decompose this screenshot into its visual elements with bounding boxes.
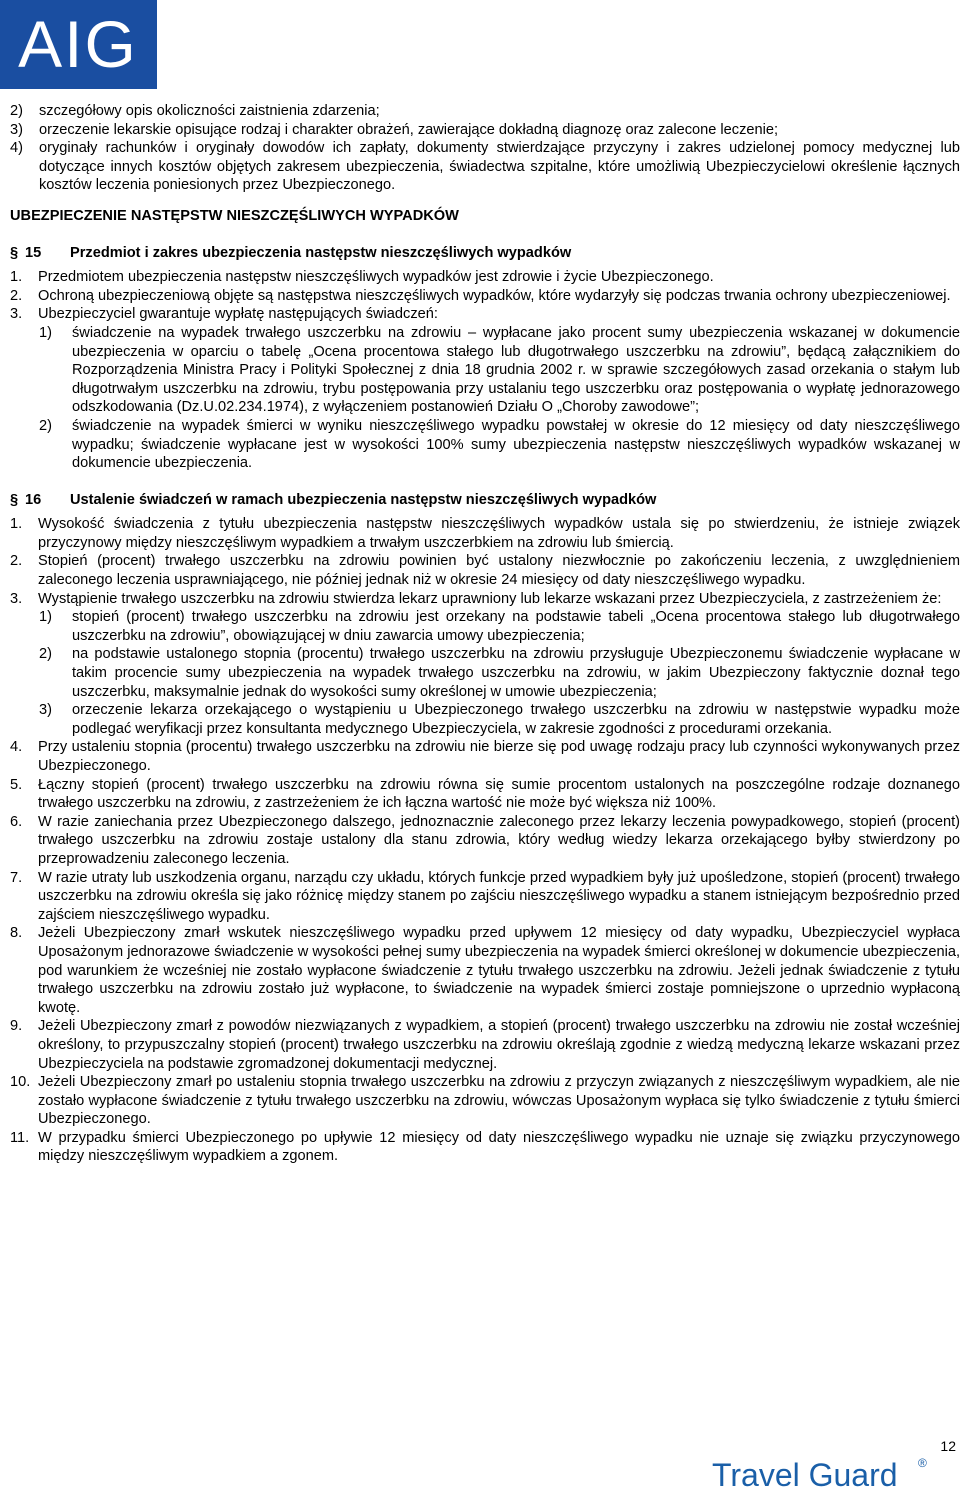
list-item [10, 869, 960, 925]
list-item [10, 738, 960, 775]
intro-list [10, 102, 960, 195]
list-item [10, 305, 960, 324]
sub-list-item [39, 645, 960, 701]
item-number: 3. [10, 590, 23, 607]
item-text: Jeżeli Ubezpieczony zmarł po ustaleniu stopnia trwałego uszczerbku na zdrowiu z przyczyn związanych z nieszczęśliwym wypadkiem, ale nie zostało wypłacone świadczenie z tytułu trwałego uszczerbku na zdrowiu, wówczas Uposażonym wypłaca się tylko świadczenie z tytułu śmierci Ubezpieczonego. [38, 1074, 960, 1128]
section-15-subitems [10, 324, 960, 473]
item-number: 2) [39, 646, 52, 663]
item-number: 6. [10, 813, 23, 830]
item-text: Wystąpienie trwałego uszczerbku na zdrowiu stwierdza lekarz uprawniony lub lekarze wskazani przez Ubezpieczyciela, z zastrzeżeniem że: [38, 590, 942, 607]
item-text: W przypadku śmierci Ubezpieczonego po upływie 12 miesięcy od daty nieszczęśliwego wypadku nie uznaje się związku przyczynowego między nieszczęśliwym wypadkiem a zgonem. [38, 1129, 960, 1165]
item-number: 2. [10, 287, 23, 304]
item-text: Jeżeli Ubezpieczony zmarł wskutek nieszczęśliwego wypadku przed upływem 12 miesięcy od daty wypadku, Ubezpieczyciel wypłaca Uposażonym jednorazowe świadczenie w wysokości pełnej sumy ubezpieczenia na wypadek śmierci określonej w dokumencie ubezpieczenia, pod warunkiem że wcześniej nie zostało wypłacone świadczenie z tytułu trwałego uszczerbku na zdrowiu. Jeżeli jednak świadczenie z tytułu trwałego uszczerbku na zdrowiu zostało już wypłacone, to świadczenie na wypadek śmierci zostaje pomniejszone o uprzednio wypłaconą kwotę. [38, 925, 960, 1016]
section-title: Ustalenie świadczeń w ramach ubezpieczenia następstw nieszczęśliwych wypadków [70, 491, 657, 508]
item-text: Ubezpieczyciel gwarantuje wypłatę następujących świadczeń: [38, 306, 438, 323]
item-number: 1. [10, 269, 23, 286]
item-text: szczegółowy opis okoliczności zaistnienia zdarzenia; [39, 103, 380, 119]
item-number: 3) [10, 121, 23, 138]
sub-list-item [39, 417, 960, 473]
item-number: 2. [10, 553, 23, 570]
list-item [10, 1129, 960, 1166]
aig-logo [0, 0, 157, 89]
intro-list-item [10, 121, 960, 140]
section-16-items-a [10, 515, 960, 608]
item-number: 8. [10, 925, 23, 942]
item-number: 3) [39, 702, 52, 719]
item-text: W razie zaniechania przez Ubezpieczonego dalszego, jednoznacznie zaleconego przez lekarzy leczenia powypadkowego, stopień (procent) trwałego uszczerbku na zdrowiu zostaje ustalony dla stanu zdrowia, który według wiedzy lekarza orzekającego byłby stwierdzony po przeprowadzeniu zaleconego leczenia. [38, 813, 960, 867]
item-number: 1. [10, 516, 23, 533]
item-number: 11. [10, 1129, 30, 1146]
item-number: 2) [39, 417, 52, 434]
page-number: 12 [940, 1438, 956, 1454]
section-16-subitems [10, 608, 960, 738]
sub-list-item [39, 324, 960, 417]
aig-logo-text: AIG [18, 7, 138, 81]
item-text: orzeczenie lekarskie opisujące rodzaj i charakter obrażeń, zawierające dokładną diagnozę oraz zalecone leczenie; [39, 121, 779, 138]
item-text: Jeżeli Ubezpieczony zmarł z powodów niezwiązanych z wypadkiem, a stopień (procent) trwałego uszczerbku na zdrowiu nie został wcześniej określony, to przypuszczalny stopień (procent) trwałego uszczerbku na zdrowiu określają zgodnie z wiedzą medyczną lekarze wskazani przez Ubezpieczyciela na podstawie zgromadzonej dokumentacji medycznej. [38, 1018, 960, 1072]
section-16-items-b [10, 738, 960, 1166]
item-text: Wysokość świadczenia z tytułu ubezpieczenia następstw nieszczęśliwych wypadków ustala się po stwierdzeniu, że istnieje związek przyczynowy między nieszczęśliwym wypadkiem a trwałym uszczerbkiem na zdrowiu lub śmiercią. [38, 516, 960, 551]
sub-list-item [39, 608, 960, 645]
section-15-title [10, 244, 960, 263]
registered-mark: ® [918, 1456, 927, 1470]
travel-guard-logo-mark [710, 1453, 940, 1493]
list-item [10, 1017, 960, 1073]
aig-logo-mark [0, 0, 157, 89]
travel-guard-logo [710, 1453, 940, 1499]
list-item [10, 813, 960, 869]
item-text: stopień (procent) trwałego uszczerbku na zdrowiu jest orzekany na podstawie tabeli „Ocena procentowa stałego lub długotrwałego uszczerbku na zdrowiu”, obowiązującej w dniu zawarcia umowy ubezpieczenia; [72, 609, 960, 644]
section-heading: UBEZPIECZENIE NASTĘPSTW NIESZCZĘŚLIWYCH WYPADKÓW [10, 207, 459, 224]
list-item [10, 515, 960, 552]
list-item [10, 1073, 960, 1129]
item-number: 9. [10, 1018, 23, 1035]
item-text: Łączny stopień (procent) trwałego uszczerbku na zdrowiu równa się sumie procentom ustalonych na poszczególne rodzaje doznanego trwałego uszczerbku na zdrowiu, z zastrzeżeniem że ich łączna wartość nie może być większa niż 100%. [38, 776, 960, 812]
item-number: 4. [10, 739, 23, 756]
item-text: świadczenie na wypadek śmierci w wyniku nieszczęśliwego wypadku powstałej w okresie do 12 miesięcy od daty nieszczęśliwego wypadku; świadczenie wypłacane jest w wysokości 100% sumy ubezpieczenia następstw nieszczęśliwych wypadków wskazanej w dokumencie ubezpieczenia. [72, 417, 960, 472]
item-number: 1) [39, 609, 52, 626]
sub-list-item [39, 701, 960, 738]
item-text: Przedmiotem ubezpieczenia następstw nieszczęśliwych wypadków jest zdrowie i życie Ubezpieczonego. [38, 269, 714, 286]
item-text: oryginały rachunków i oryginały dowodów ich zapłaty, dokumenty stwierdzające przyczyny i zakres udzielonej pomocy medycznej lub dotyczące innych kosztów objętych zakresem ubezpieczenia, świadectwa szpitalne, które umożliwią Ubezpieczycielowi określenie łącznych kosztów leczenia poniesionych przez Ubezpieczonego. [39, 140, 960, 194]
item-number: 4) [10, 140, 23, 157]
item-number: 3. [10, 306, 23, 323]
item-text: orzeczenie lekarza orzekającego o wystąpieniu u Ubezpieczonego trwałego uszczerbku na zdrowiu w następstwie wypadku może podlegać weryfikacji przez konsultanta medycznego Ubezpieczyciela, w zakresie zgodności z procedurami orzekania. [72, 702, 960, 737]
section-title: Przedmiot i zakres ubezpieczenia następstw nieszczęśliwych wypadków [70, 244, 572, 261]
item-text: świadczenie na wypadek trwałego uszczerbku na zdrowiu – wypłacane jako procent sumy ubezpieczenia wskazanej w dokumencie ubezpieczenia w oparciu o tabelę „Ocena procentowa stałego lub długotrwałego uszczerbku na zdrowiu”, będącą załącznikiem do Rozporządzenia Ministra Pracy i Polityki Społecznej z dnia 18 grudnia 2002 r. w sprawie szczegółowych zasad orzekania o stałym lub długotrwałym uszczerbku na zdrowiu, trybu postępowania przy ustalaniu tego uszczerbku oraz postępowania o wypłatę jednorazowego odszkodowania (Dz.U.02.234.1974), z wyłączeniem postanowień Działu O „Choroby zawodowe”; [72, 324, 960, 416]
paragraph-sign: § [10, 244, 19, 261]
list-item [10, 287, 960, 306]
item-text: na podstawie ustalonego stopnia (procentu) trwałego uszczerbku na zdrowiu przysługuje Ubezpieczonemu świadczenie wypłacane w takim procencie sumy ubezpieczenia na wypadek trwałego uszczerbku na zdrowiu, w jakim Ubezpieczony faktycznie doznał tego uszczerbku, maksymalnie jednak do wysokości sumy określonej w umowie ubezpieczenia; [72, 646, 960, 700]
item-number: 10. [10, 1074, 31, 1091]
section-16-title [10, 491, 960, 510]
section-15-items [10, 268, 960, 324]
item-number: 7. [10, 869, 23, 886]
intro-list-item [10, 102, 960, 121]
item-number: 2) [10, 103, 23, 119]
document-body [10, 102, 960, 1166]
item-text: Stopień (procent) trwałego uszczerbku na zdrowiu powinien być ustalony niezwłocznie po zakończeniu leczenia, z uwzględnieniem zaleconego leczenia usprawniającego, nie później jednak niż w okresie 24 miesięcy od daty nieszczęśliwego wypadku. [38, 553, 960, 589]
paragraph-sign: § [10, 491, 19, 508]
list-item [10, 268, 960, 287]
list-item [10, 590, 960, 609]
item-number: 5. [10, 776, 23, 793]
item-text: Przy ustaleniu stopnia (procentu) trwałego uszczerbku na zdrowiu nie bierze się pod uwagę rodzaju pracy lub czynności wykonywanych przez Ubezpieczonego. [38, 739, 960, 774]
item-text: W razie utraty lub uszkodzenia organu, narządu czy układu, których funkcje przed wypadkiem były już upośledzone, stopień (procent) trwałego uszczerbku na zdrowiu określa się jako różnicę między stanem po zajściu nieszczęśliwego wypadku a stanem istniejącym bezpośrednio przed zajściem nieszczęśliwego wypadku. [38, 869, 960, 923]
list-item [10, 552, 960, 589]
travel-guard-logo-text: Travel Guard [712, 1457, 898, 1493]
section-number: 15 [25, 244, 42, 261]
list-item [10, 776, 960, 813]
intro-list-item [10, 139, 960, 195]
list-item [10, 924, 960, 1017]
item-number: 1) [39, 324, 52, 341]
item-text: Ochroną ubezpieczeniową objęte są następstwa nieszczęśliwych wypadków, które wydarzyły się podczas trwania ochrony ubezpieczeniowej. [38, 287, 951, 304]
section-number: 16 [25, 491, 42, 508]
